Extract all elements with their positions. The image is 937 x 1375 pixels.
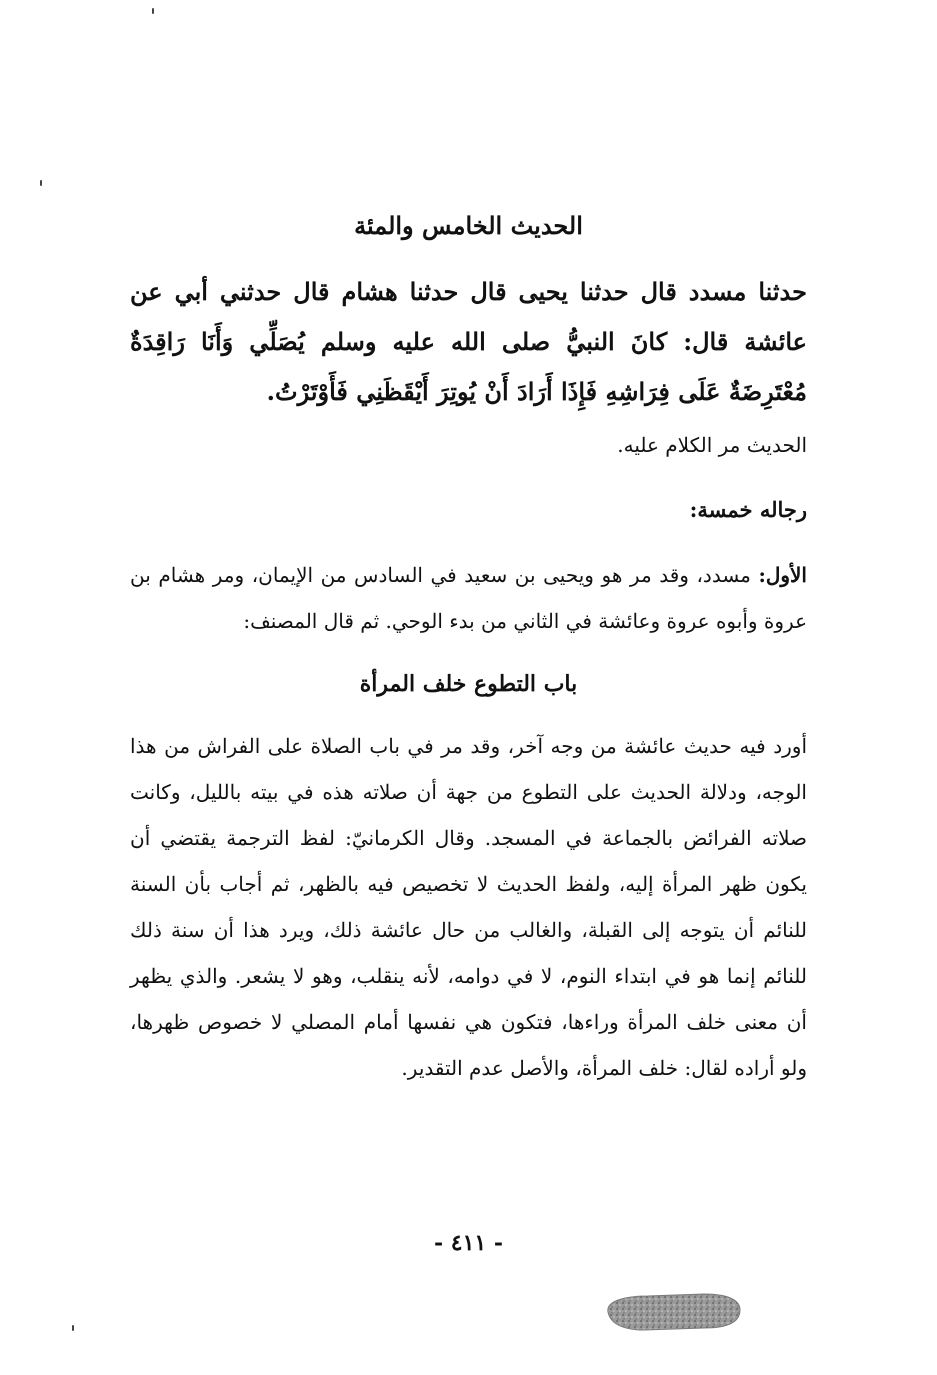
margin-mark (152, 8, 154, 14)
hadith-note: الحديث مر الكلام عليه. (617, 433, 807, 457)
narrators-heading: رجاله خمسة: (689, 497, 807, 522)
narrators-paragraph (130, 552, 807, 644)
narrators-lead: الأول: (758, 563, 807, 587)
hadith-text: حدثنا مسدد قال حدثنا يحيى قال حدثنا هشام قال حدثني أبي عن عائشة قال: كانَ النبيُّ صلى الله عليه وسلم يُصَلِّي وَأَنَا رَاقِدَةٌ مُعْتَرِضَةٌ عَلَى فِرَاشِهِ فَإِذَا أَرَادَ أَنْ يُوتِرَ أَيْقَظَنِي فَأَوْتَرْتُ. (130, 277, 808, 406)
narrators-text: مسدد، وقد مر هو ويحيى بن سعيد في السادس من الإيمان، ومر هشام بن عروة وأبوه عروة وعائشة في الثاني من بدء الوحي. ثم قال المصنف: (130, 563, 807, 633)
page-number: - ٤١١ - (433, 1230, 504, 1256)
commentary-paragraph: أورد فيه حديث عائشة من وجه آخر، وقد مر في باب الصلاة على الفراش من هذا الوجه، ودلالة الحديث على التطوع من جهة أن صلاته هذه في بيته بالليل، وكانت صلاته الفرائض بالجماعة في المسجد. وقال الكرمانيّ: لفظ الترجمة يقتضي أن يكون ظهر المرأة إليه، ولفظ الحديث لا تخصيص فيه بالظهر، ثم أجاب بأن السنة للنائم أن يتوجه إلى القبلة، والغالب من حال عائشة ذلك، ويرد هذا أن سنة ذلك للنائم إنما هو في ابتداء النوم، لا في دوامه، لأنه ينقلب، وهو لا يشعر. والذي يظهر أن معنى خلف المرأة وراءها، فتكون هي نفسها أمام المصلي لا خصوص ظهرها، ولو أراده لقال: خلف المرأة، والأصل عدم التقدير. (130, 734, 807, 1080)
margin-mark (40, 180, 42, 186)
margin-mark (72, 1325, 74, 1331)
page-title: الحديث الخامس والمئة (354, 211, 583, 240)
library-stamp-icon (604, 1290, 742, 1332)
chapter-title: باب التطوع خلف المرأة (359, 671, 578, 697)
